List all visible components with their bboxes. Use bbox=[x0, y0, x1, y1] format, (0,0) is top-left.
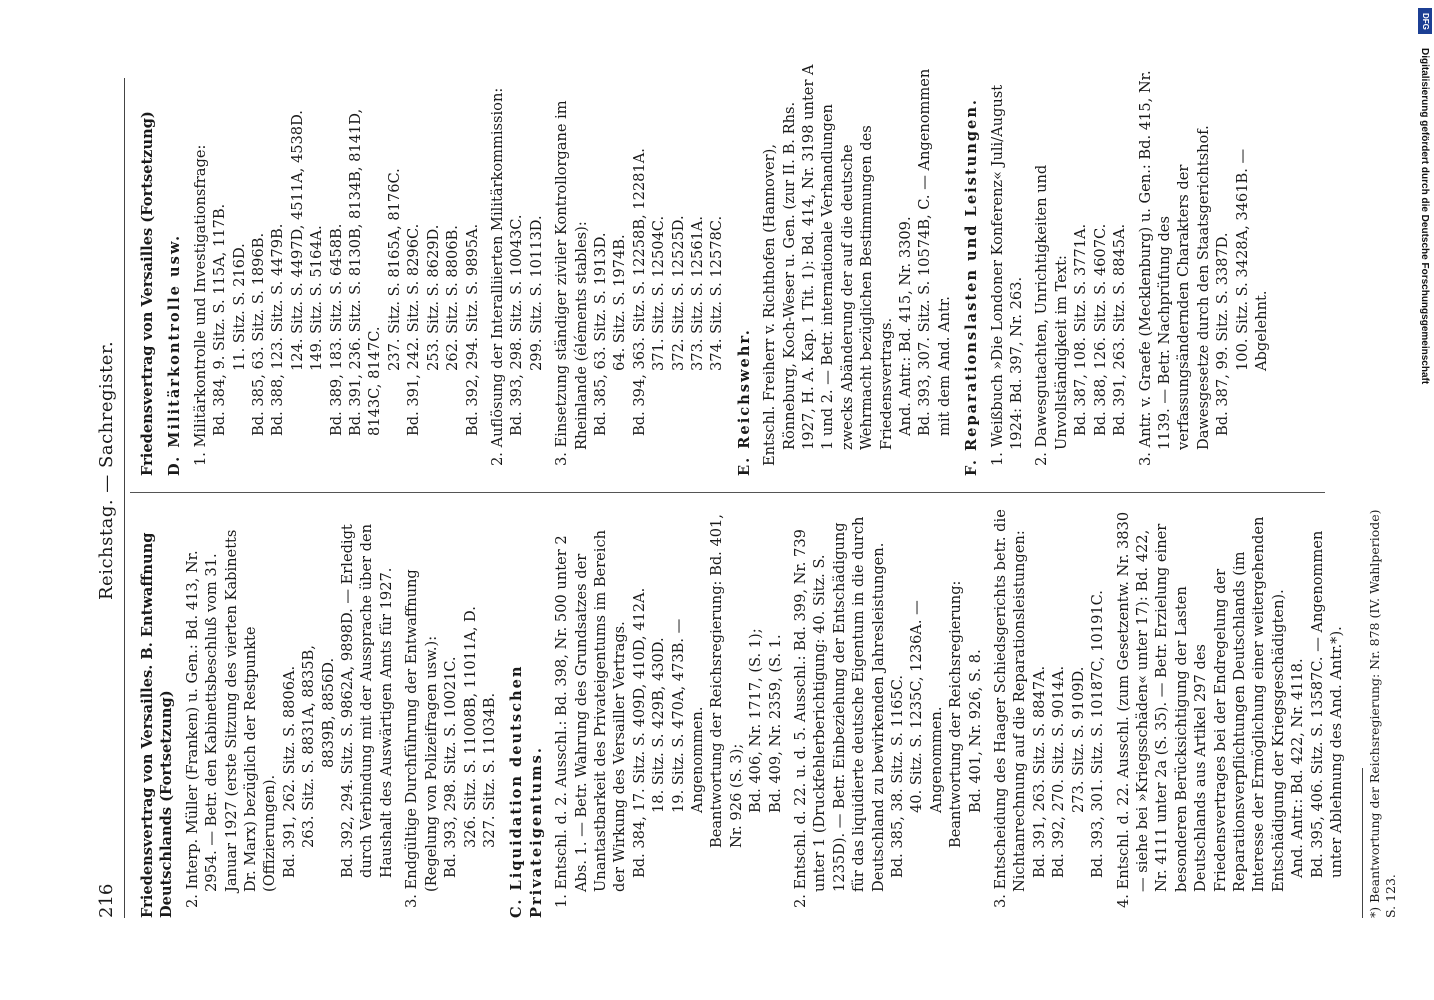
running-head: Reichstag. — Sachregister. bbox=[96, 340, 117, 600]
entry-line: Bd. 387, 99. Sitz. S. 3387D. bbox=[1214, 232, 1232, 436]
entry-line: Bd. 392, 294. Sitz. S. 9895A. bbox=[463, 223, 481, 436]
entry-line: 11. Sitz. S. 216D. bbox=[230, 243, 248, 371]
section-c-title: C. Liquidation deutschen Privateigentums. bbox=[508, 664, 545, 918]
entry-line: Bd. 394, 363. Sitz. S. 12258B, 12281A. bbox=[630, 148, 648, 436]
right-column bbox=[138, 64, 1271, 476]
entry-line: Bd. 384, 9. Sitz. S. 115A, 117B. bbox=[211, 203, 229, 436]
entry-line: 2. Dawesgutachten, Unrichtigkeiten und Unvollständigkeit im Text: bbox=[1033, 164, 1070, 466]
entry-line: Bd. 385, 63. Sitz. S. 1913D. bbox=[591, 232, 609, 436]
entry-line: 263. Sitz. S. 8831A, 8835B, bbox=[300, 645, 318, 848]
entry-line: 2. Auflösung der Interalliierten Militärkommission: bbox=[488, 87, 506, 466]
left-heading: Friedensvertrag von Versailles. B. Entwaffnung Deutschlands (Fortsetzung) bbox=[139, 532, 176, 918]
entry-line: Bd. 393, 298. Sitz. S. 10043C. bbox=[508, 214, 526, 436]
entry-line: Bd. 391, 242. Sitz. S. 8296C. bbox=[405, 223, 423, 436]
entry-line: 262. Sitz. S. 8806B. bbox=[444, 225, 462, 371]
entry-line: 1. Militärkontrolle und Investigationsfrage: bbox=[191, 144, 209, 466]
page-number: 216 bbox=[96, 883, 117, 918]
entry-line: Bd. 391, 263. Sitz. S. 8847A. bbox=[1030, 665, 1048, 878]
entry-line: Bd. 391, 262. Sitz. S. 8806A. bbox=[280, 665, 298, 878]
entry-line: Bd. 395, 406. Sitz. S. 13587C. — Angenommen unter Ablehnung des And. Antr.*). bbox=[1308, 530, 1345, 878]
entry-line: 124. Sitz. S. 4497D, 4511A, 4538D. bbox=[288, 110, 306, 371]
entry-line: 371. Sitz. S. 12504C. bbox=[650, 215, 668, 371]
entry-line: 273. Sitz. S. 9109D. bbox=[1069, 666, 1087, 813]
entry-line: 100. Sitz. S. 3428A, 3461B. — Abgelehnt. bbox=[1233, 148, 1270, 371]
left-column bbox=[138, 508, 1399, 918]
footnote: *) Beantwortung der Reichsregierung: Nr. 878 (IV. Wahlperiode) S. 123. bbox=[1367, 509, 1399, 918]
entry-line: And. Antr.: Bd. 415, Nr. 3309. bbox=[897, 216, 915, 436]
entry-line: 374. Sitz. S. 12578C. bbox=[708, 215, 726, 371]
entry-line: Bd. 385, 38. Sitz. S. 1165C. bbox=[889, 674, 907, 878]
entry-line: 237. Sitz. S. 8165A, 8176C. bbox=[385, 168, 403, 371]
entry-line: 8839B, 8856D. bbox=[319, 657, 337, 768]
entry-line: 1. Weißbuch »Die Londoner Konferenz« Juli/August 1924: Bd. 397, Nr. 263. bbox=[988, 84, 1026, 466]
entry-line: Beantwortung der Reichsregierung: bbox=[947, 580, 965, 848]
entry-line: 3. Einsetzung ständiger ziviler Kontrollorgane im Rheinlande (éléments stables): bbox=[553, 100, 590, 466]
entry-line: 4. Entschl. d. 22. Ausschl. (zum Gesetzentw. Nr. 3830 — siehe bei »Kriegsschäden« unter 17): Bd. 422, Nr. 4111 unter 2a (S. 35). — Betr. Erzielung einer besonderen Berücksichtigung der Lasten Deutschlands aus Artikel 297 des Friedensvertrages bei der Endregelung der Reparationsverpflichtungen Deutschlands (im Interesse der Ermöglichung einer weitergehenden Entschädigung der Kriegsgeschädigten). bbox=[1114, 511, 1287, 908]
entry-line: Bd. 391, 236. Sitz. S. 8130B, 8134B, 8141D, 8143C, 8147C. bbox=[347, 108, 384, 436]
entry-line: Bd. 388, 123. Sitz. S. 4479B. bbox=[269, 223, 287, 436]
entry-line: Bd. 393, 298. Sitz. S. 10021C. bbox=[442, 656, 460, 878]
dfg-logo: DFG bbox=[1418, 8, 1432, 34]
entry-line: Bd. 393, 301. Sitz. S. 10187C, 10191C. bbox=[1089, 590, 1107, 878]
entry-line: Bd. 391, 263. Sitz. S. 8845A. bbox=[1111, 223, 1129, 436]
entry-line: 149. Sitz. S. 5164A. bbox=[308, 225, 326, 371]
entry-line: 2. Interp. Müller (Franken) u. Gen.: Bd. 413, Nr. 2954. — Betr. den Kabinettsbeschluß vom 31. Januar 1927 (erste Sitzung des vierten Kabinetts Dr. Marx) bezüglich der Restpunkte (Offizierungen). bbox=[183, 529, 279, 908]
entry-line: And. Antr.: Bd. 422, Nr. 4118. bbox=[1289, 658, 1307, 878]
entry-line: 299. Sitz. S. 10113D. bbox=[527, 215, 545, 371]
digitization-credit: Digitalisierung gefördert durch die Deutsche Forschungsgemeinschaft bbox=[1419, 48, 1430, 385]
column-divider bbox=[130, 492, 1325, 493]
entry-line: 40. Sitz. S. 1235C, 1236A. — Angenommen. bbox=[908, 600, 945, 813]
entry-line: 372. Sitz. S. 12525D. bbox=[669, 215, 687, 371]
entry-line: 19. Sitz. S. 470A, 473B. — Angenommen. bbox=[669, 618, 706, 813]
entry-line: 2. Entschl. d. 22. u. d. 5. Ausschl.: Bd. 399, Nr. 739 unter 1 (Druckfehlerberichtigung: 40. Sitz. S. 1235D). — Betr. Einbeziehung der Entschädigung für das liquidierte deutsche Eigentum in die durch Deutschland zu bewirkenden Jahresleistungen. bbox=[792, 516, 887, 908]
entry-line: Bd. 389, 183. Sitz. S. 6458B. bbox=[327, 223, 345, 436]
entry-line: Bd. 401, Nr. 926, S. 8. bbox=[966, 649, 984, 813]
entry-line: 18. Sitz. S. 429B, 430D. bbox=[650, 637, 668, 813]
entry-line: Bd. 409, Nr. 2359, (S. 1. bbox=[766, 634, 784, 813]
digitization-sidebar bbox=[1418, 8, 1432, 988]
entry-line: 3. Antr. v. Graefe (Mecklenburg) u. Gen.: Bd. 415, Nr. 1139. — Betr. Nachprüfung des verfassungsändernden Charakters der Dawesgesetze durch den Staatsgerichtshof. bbox=[1136, 70, 1212, 466]
entry-line: 373. Sitz. S. 12561A. bbox=[688, 216, 706, 371]
entry-line: Bd. 392, 270. Sitz. S. 9014A. bbox=[1050, 665, 1068, 878]
entry-line: Bd. 387, 108. Sitz. S. 3771A. bbox=[1072, 223, 1090, 436]
entry-line: Bd. 406, Nr. 1717, (S. 1); bbox=[747, 628, 765, 813]
entry-line: Bd. 388, 126. Sitz. S. 4607C. bbox=[1091, 223, 1109, 436]
section-d-title: D. Militärkontrolle usw. bbox=[166, 233, 184, 476]
entry-line: 326. Sitz. S. 11008B, 11011A, D. bbox=[461, 606, 479, 848]
footnote-rule bbox=[1362, 768, 1363, 918]
section-e-title: E. Reichswehr. bbox=[735, 328, 753, 476]
entry-line: 253. Sitz. S. 8629D. bbox=[424, 224, 442, 371]
entry-line: 1. Entschl. d. 2. Ausschl.: Bd. 398, Nr. 500 unter 2 Abs. 1. — Betr. Wahrung des Grundsatzes der Unantastbarkeit des Privateigentums im Bereich der Wirkung des Versailler Vertrags. bbox=[553, 529, 629, 908]
entry-line: Entschl. Freiherr v. Richthofen (Hannover), Rönneburg, Koch-Weser u. Gen. (zur II. B. Rhs. 1927, H. A. Kap. 1 Tit. 1): Bd. 414, Nr. 3198 unter A 1 und 2. — Betr. internationale Verhandlungen zwecks Abänderung der auf die deutsche Wehrmacht bezüglichen Bestimmungen des Friedensvertrags. bbox=[761, 64, 895, 466]
entry-line: 3. Entscheidung des Haager Schiedsgerichts betr. die Nichtanrechnung auf die Reparationsleistungen: bbox=[992, 509, 1029, 908]
entry-line: 64. Sitz. S. 1974B. bbox=[611, 234, 629, 371]
entry-line: Beantwortung der Reichsregierung: Bd. 401, Nr. 926 (S. 3); bbox=[708, 514, 745, 848]
entry-line: Bd. 393, 307. Sitz. S. 10574B, C. — Angenommen mit dem And. Antr. bbox=[916, 68, 953, 436]
section-f-title: F. Reparationslasten und Leistungen. bbox=[963, 97, 981, 476]
entry-line: Bd. 392, 294. Sitz. S. 9862A, 9898D. — Erledigt durch Verbindung mit der Aussprache über den Haushalt des Auswärtigen Amts für 1927. bbox=[339, 523, 395, 878]
entry-line: 327. Sitz. S. 11034B. bbox=[480, 692, 498, 848]
header-rule bbox=[124, 78, 125, 918]
entry-line: Bd. 385, 63. Sitz. S. 1896B. bbox=[250, 232, 268, 436]
entry-line: 3. Endgültige Durchführung der Entwaffnung (Regelung von Polizeifragen usw.): bbox=[403, 569, 440, 908]
entry-line: Bd. 384, 17. Sitz. S. 409D, 410D, 412A. bbox=[630, 587, 648, 878]
right-heading: Friedensvertrag von Versailles (Fortsetzung) bbox=[139, 111, 156, 476]
